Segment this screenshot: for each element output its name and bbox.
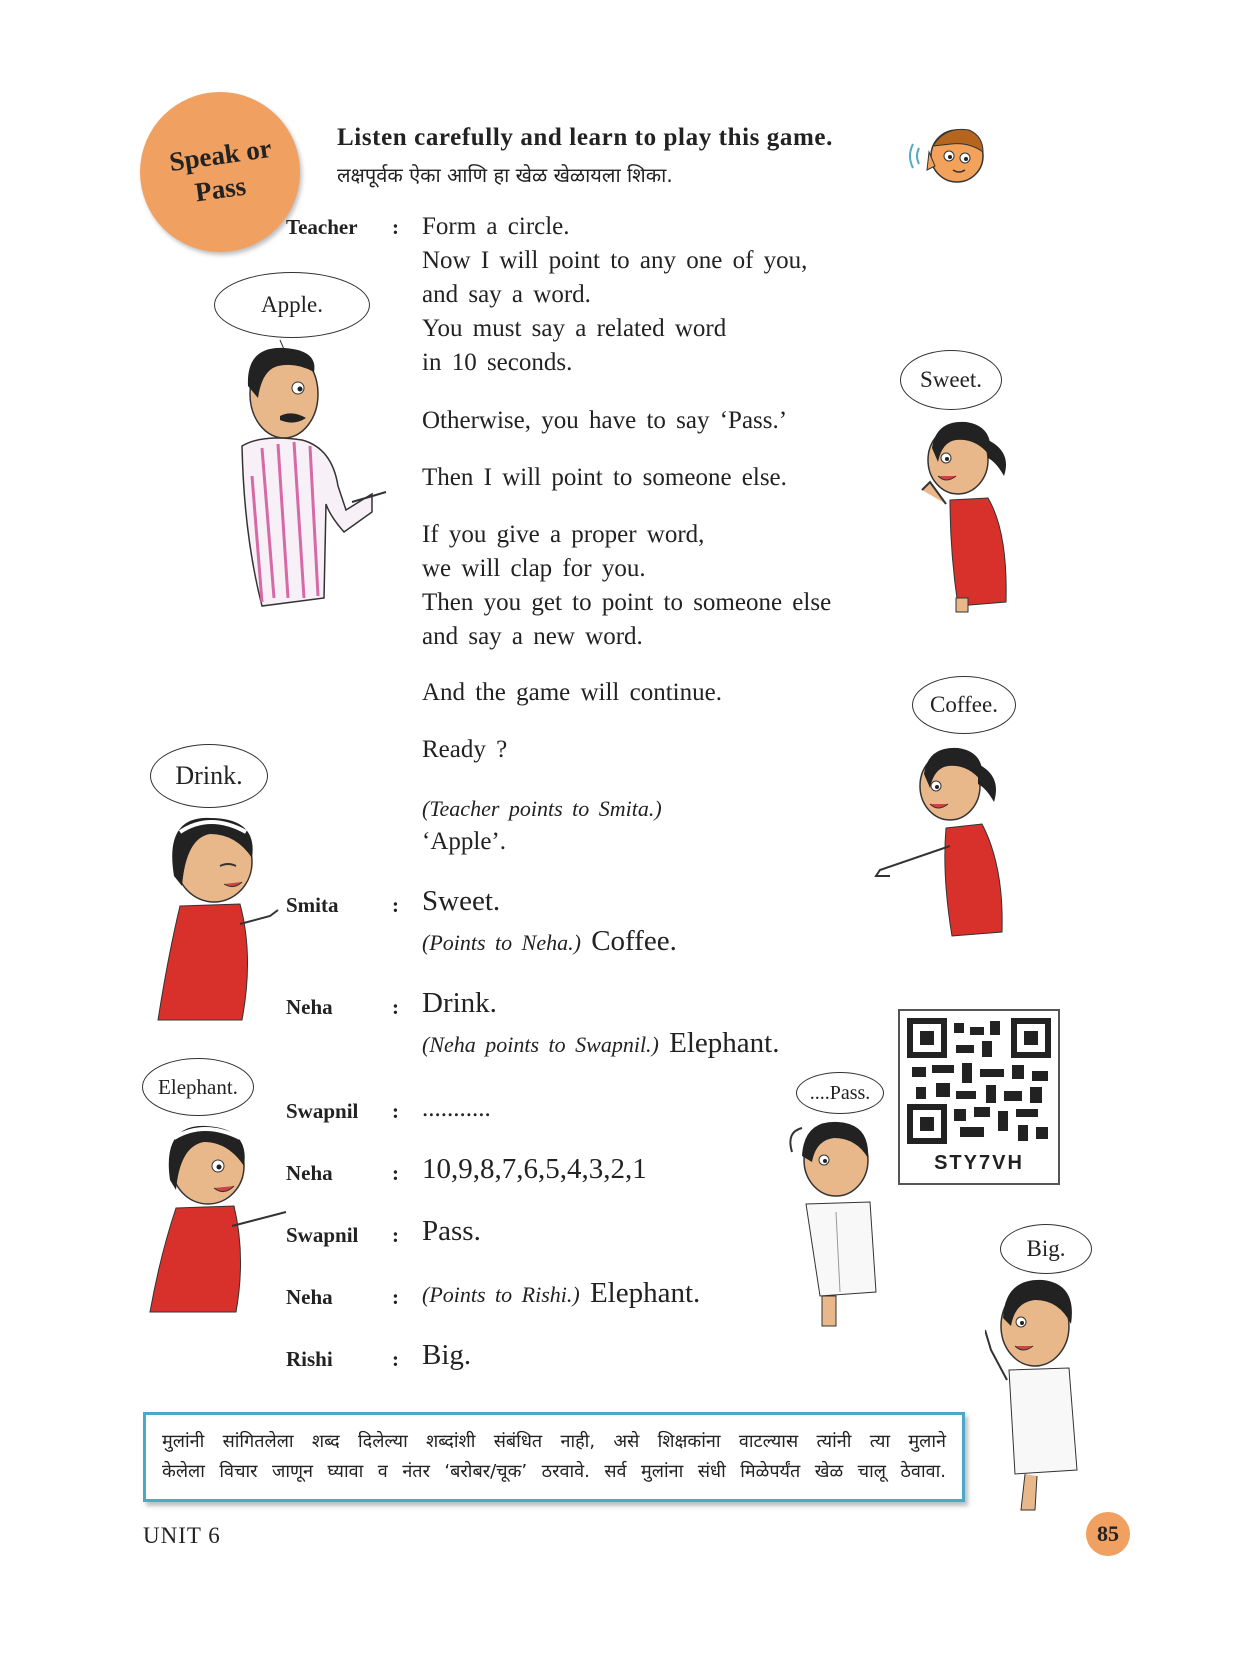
boy-illustration-big bbox=[985, 1270, 1105, 1520]
teacher-line: in 10 seconds. bbox=[422, 349, 573, 376]
dialogue-row bbox=[422, 1276, 700, 1312]
girl-illustration-sweet bbox=[916, 412, 1026, 622]
dialogue-word: Coffee. bbox=[591, 925, 677, 957]
teacher-line: and say a word. bbox=[422, 281, 591, 308]
speaker-swapnil: Swapnil bbox=[286, 1223, 359, 1247]
qr-pattern-icon bbox=[900, 1011, 1058, 1151]
dialogue-row bbox=[422, 1026, 779, 1062]
speaker-rishi: Rishi bbox=[286, 1347, 333, 1371]
teacher-illustration bbox=[222, 336, 392, 626]
dialogue-row bbox=[422, 924, 677, 960]
section-badge bbox=[140, 92, 300, 252]
stage-direction: (Neha points to Swapnil.) bbox=[422, 1032, 659, 1057]
instruction-english: Listen carefully and learn to play this game. bbox=[337, 124, 833, 151]
teacher-line: and say a new word. bbox=[422, 623, 643, 650]
listening-child-icon bbox=[905, 122, 995, 186]
speech-bubble-sweet: Sweet. bbox=[900, 350, 1002, 410]
girl-illustration-coffee bbox=[870, 736, 1020, 946]
teacher-word: ‘Apple’. bbox=[422, 828, 506, 855]
speaker-neha: Neha bbox=[286, 995, 333, 1019]
teacher-note-box bbox=[143, 1412, 965, 1502]
note-line: मुलांनी सांगितलेला शब्द दिलेल्या शब्दांशी संबंधित नाही, असे शिक्षकांना वाटल्यास त्यांनी त्या मुलाने bbox=[162, 1431, 946, 1452]
dialogue-text: ........... bbox=[422, 1095, 491, 1122]
dialogue-text: Big. bbox=[422, 1339, 472, 1371]
speaker-colon: : bbox=[392, 1161, 399, 1185]
note-line: केलेला विचार जाणून घ्यावा व नंतर ‘बरोबर/चूक’ ठरवावे. सर्व मुलांना संधी मिळेपर्यंत खेळ चालू ठेवावा. bbox=[162, 1461, 946, 1482]
teacher-line: Now I will point to any one of you, bbox=[422, 247, 808, 274]
page-number: 85 bbox=[1086, 1512, 1130, 1556]
teacher-line: Ready ? bbox=[422, 736, 508, 763]
stage-direction: (Points to Neha.) bbox=[422, 930, 581, 955]
speech-bubble-drink: Drink. bbox=[150, 744, 268, 808]
stage-direction: (Points to Rishi.) bbox=[422, 1282, 580, 1307]
girl-illustration-drink bbox=[150, 806, 290, 1026]
speaker-swapnil: Swapnil bbox=[286, 1099, 359, 1123]
teacher-line: Then I will point to someone else. bbox=[422, 464, 787, 491]
speaker-smita: Smita bbox=[286, 893, 339, 917]
instruction-marathi: लक्षपूर्वक ऐका आणि हा खेळ खेळायला शिका. bbox=[337, 163, 673, 187]
dialogue-text: Pass. bbox=[422, 1215, 481, 1247]
dialogue-text: 10,9,8,7,6,5,4,3,2,1 bbox=[422, 1153, 647, 1185]
speaker-colon: : bbox=[392, 893, 399, 917]
qr-code[interactable] bbox=[898, 1009, 1060, 1185]
teacher-line: You must say a related word bbox=[422, 315, 727, 342]
speaker-colon: : bbox=[392, 1223, 399, 1247]
speech-bubble-apple: Apple. bbox=[214, 272, 370, 338]
speech-bubble-coffee: Coffee. bbox=[912, 676, 1016, 734]
unit-label: UNIT 6 bbox=[143, 1523, 221, 1548]
dialogue-text: Sweet. bbox=[422, 885, 501, 917]
speaker-teacher: Teacher bbox=[286, 215, 358, 239]
boy-illustration-pass bbox=[778, 1112, 898, 1342]
teacher-line: Then you get to point to someone else bbox=[422, 589, 832, 616]
dialogue-word: Elephant. bbox=[589, 1277, 701, 1309]
speech-bubble-big: Big. bbox=[1000, 1224, 1092, 1274]
dialogue-text: Drink. bbox=[422, 987, 497, 1019]
girl-illustration-elephant bbox=[146, 1116, 296, 1326]
teacher-line: Form a circle. bbox=[422, 213, 570, 240]
qr-code-label: STY7VH bbox=[934, 1152, 1024, 1174]
teacher-line: If you give a proper word, bbox=[422, 521, 705, 548]
speaker-colon: : bbox=[392, 1285, 399, 1309]
badge-line-1: Speak or bbox=[167, 132, 273, 178]
badge-line-2: Pass bbox=[192, 170, 248, 208]
speech-bubble-pass: ....Pass. bbox=[796, 1072, 884, 1114]
speaker-colon: : bbox=[392, 215, 399, 239]
speech-bubble-elephant: Elephant. bbox=[142, 1058, 254, 1116]
speaker-neha: Neha bbox=[286, 1285, 333, 1309]
dialogue-word: Elephant. bbox=[669, 1027, 780, 1059]
teacher-line: we will clap for you. bbox=[422, 555, 646, 582]
teacher-line: Otherwise, you have to say ‘Pass.’ bbox=[422, 407, 788, 434]
speaker-colon: : bbox=[392, 1099, 399, 1123]
speaker-colon: : bbox=[392, 1347, 399, 1371]
stage-direction: (Teacher points to Smita.) bbox=[422, 796, 662, 821]
speaker-neha: Neha bbox=[286, 1161, 333, 1185]
teacher-line: And the game will continue. bbox=[422, 679, 722, 706]
speaker-colon: : bbox=[392, 995, 399, 1019]
